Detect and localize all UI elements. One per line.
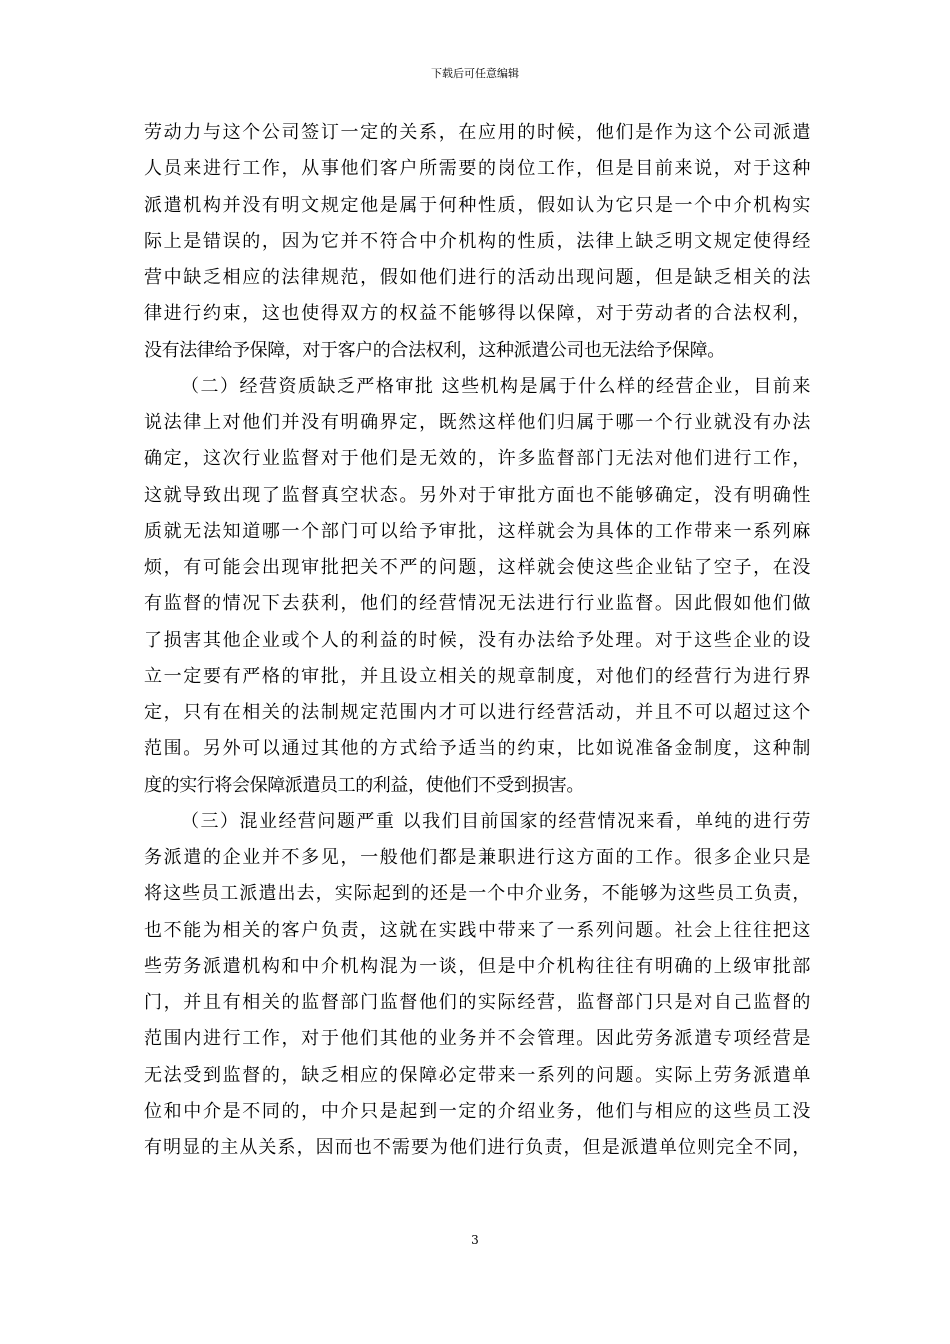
page-header: 下载后可任意编辑	[431, 67, 519, 80]
text-line: 无法受到监督的，缺乏相应的保障必定带来一系列的问题。实际上劳务派遣单	[144, 1064, 810, 1086]
text-line: 说法律上对他们并没有明确界定，既然这样他们归属于哪一个行业就没有办法	[144, 412, 810, 433]
text-line: 范围。另外可以通过其他的方式给予适当的约束，比如说准备金制度，这种制	[144, 738, 810, 760]
page-number: 3	[471, 1233, 479, 1247]
text-line: 有明显的主从关系，因而也不需要为他们进行负责，但是派遣单位则完全不同，	[144, 1137, 810, 1158]
text-line: 律进行约束，这也使得双方的权益不能够得以保障，对于劳动者的合法权利，	[144, 303, 810, 325]
text-line: 位和中介是不同的，中介只是起到一定的介绍业务，他们与相应的这些员工没	[144, 1100, 810, 1122]
text-line: 立一定要有严格的审批，并且设立相关的规章制度，对他们的经营行为进行界	[144, 665, 810, 687]
text-line: 质就无法知道哪一个部门可以给予审批，这样就会为具体的工作带来一系列麻	[144, 520, 810, 542]
section-heading-line: （三）混业经营问题严重 以我们目前国家的经营情况来看，单纯的进行劳	[181, 810, 810, 832]
text-line: 了损害其他企业或个人的利益的时候，没有办法给予处理。对于这些企业的设	[144, 629, 810, 651]
text-line: 际上是错误的，因为它并不符合中介机构的性质，法律上缺乏明文规定使得经	[144, 230, 810, 252]
text-line: 人员来进行工作，从事他们客户所需要的岗位工作，但是目前来说，对于这种	[144, 158, 810, 180]
text-line: 这就导致出现了监督真空状态。另外对于审批方面也不能够确定，没有明确性	[144, 484, 810, 506]
text-line: 门，并且有相关的监督部门监督他们的实际经营，监督部门只是对自己监督的	[144, 992, 810, 1013]
section-heading-line: （二）经营资质缺乏严格审批 这些机构是属于什么样的经营企业，目前来	[181, 375, 810, 397]
text-line: 定，只有在相关的法制规定范围内才可以进行经营活动，并且不可以超过这个	[144, 702, 810, 723]
text-line: 派遣机构并没有明文规定他是属于何种性质，假如认为它只是一个中介机构实	[144, 194, 810, 216]
text-line: 没有法律给予保障，对于客户的合法权利，这种派遣公司也无法给予保障。	[144, 339, 725, 361]
text-line: 劳动力与这个公司签订一定的关系，在应用的时候，他们是作为这个公司派遣	[144, 122, 810, 143]
text-line: 些劳务派遣机构和中介机构混为一谈，但是中介机构往往有明确的上级审批部	[144, 955, 810, 977]
text-line: 范围内进行工作，对于他们其他的业务并不会管理。因此劳务派遣专项经营是	[144, 1028, 810, 1050]
text-line: 也不能为相关的客户负责，这就在实践中带来了一系列问题。社会上往往把这	[144, 919, 810, 941]
text-line: 有监督的情况下去获利，他们的经营情况无法进行行业监督。因此假如他们做	[144, 593, 810, 615]
text-line: 营中缺乏相应的法律规范，假如他们进行的活动出现问题，但是缺乏相关的法	[144, 267, 810, 288]
text-line: 烦，有可能会出现审批把关不严的问题，这样就会使这些企业钻了空子，在没	[144, 557, 810, 578]
body-text	[144, 122, 810, 1173]
text-line: 度的实行将会保障派遣员工的利益，使他们不受到损害。	[144, 774, 584, 796]
text-line: 务派遣的企业并不多见，一般他们都是兼职进行这方面的工作。很多企业只是	[144, 847, 810, 868]
text-line: 确定，这次行业监督对于他们是无效的，许多监督部门无法对他们进行工作，	[144, 448, 810, 470]
text-line: 将这些员工派遣出去，实际起到的还是一个中介业务，不能够为这些员工负责，	[144, 883, 810, 905]
